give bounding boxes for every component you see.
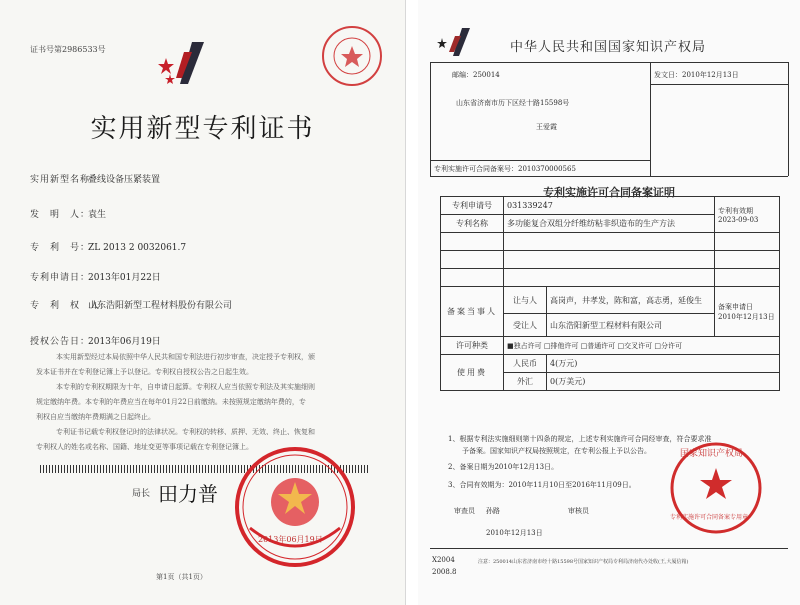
recipient-address: 山东省济南市历下区经十路15598号 [456, 99, 570, 107]
licensee-label: 受让人 [504, 314, 547, 337]
label-application-no: 专利申请号 [441, 197, 504, 215]
blank-cell [504, 233, 715, 251]
rmb-value: 4(万元) [547, 355, 780, 373]
field-label: 实用新型名称： [30, 175, 101, 185]
label-patent-name: 专利名称 [441, 215, 504, 233]
certificate-field-row [30, 334, 161, 347]
seal-text: 国家知识产权局 [680, 449, 744, 459]
reviewer-name: 孙路 [486, 507, 500, 515]
blank-cell [715, 233, 780, 251]
approver-label: 审核员 [568, 507, 589, 515]
body-text-line: 专利权人的姓名或名称、国籍、地址变更等事项记载在专利登记簿上。 [36, 443, 253, 451]
fx-value: 0(万美元) [547, 373, 780, 391]
director-label: 局长 [132, 489, 151, 499]
field-label: 专 利 号： [30, 243, 91, 253]
body-text-line: 本实用新型经过本局依照中华人民共和国专利法进行初步审查，决定授予专利权，颁 [56, 353, 315, 361]
field-label: 授权公告日： [30, 337, 91, 347]
field-value: ZL 2013 2 0032061.7 [88, 243, 187, 253]
field-value: 袁生 [88, 210, 107, 220]
certificate-field-row [30, 240, 186, 253]
body-text-line: 本专利的专利权期限为十年，自申请日起算。专利权人应当依照专利法及其实施细则 [56, 383, 315, 391]
value-application-no: 031339247 [504, 197, 715, 215]
field-value: 2013年06月19日 [88, 337, 161, 347]
cnipa-emblem-icon [158, 38, 218, 90]
field-label: 发 明 人： [30, 210, 91, 220]
director-signature: 田力普 [158, 482, 218, 506]
body-text-line: 发本证书并在专利登记簿上予以登记。专利权自授权公告之日起生效。 [36, 368, 253, 376]
blank-cell [441, 233, 504, 251]
page-footer: 第1页（共1页） [156, 573, 207, 581]
form-date: 2008.8 [432, 568, 457, 576]
postcode: 邮编：250014 [452, 71, 500, 79]
certificate-field-row [30, 270, 161, 283]
field-value: 叠线设备压紧装置 [88, 175, 161, 185]
recipient-name: 王爱霞 [536, 123, 557, 131]
top-seal [320, 24, 384, 88]
field-value: 2013年01月22日 [88, 273, 161, 283]
record-certificate-title: 专利实施许可合同备案证明 [543, 187, 675, 199]
field-value: 山东浩阳新型工程材料股份有限公司 [88, 301, 233, 311]
party-label: 备案当事人 [441, 287, 504, 337]
seal-date: 2013年06月19日 [258, 535, 323, 544]
form-number: X2004 [432, 556, 455, 564]
body-text-line: 利权自应当缴纳年费期满之日起终止。 [36, 413, 155, 421]
blank-cell [441, 269, 504, 287]
seal-subtext: 专利实施许可合同备案专用章 [670, 514, 749, 521]
note-line: 2、备案日期为2010年12月13日。 [448, 463, 559, 471]
license-type-options: ■独占许可 □排他许可 □普通许可 □交叉许可 □分许可 [504, 337, 780, 355]
note-line: 1、根据专利法实施细则第十四条的规定，上述专利实施许可合同经审查，符合要求准 [448, 435, 712, 443]
fx-label: 外汇 [504, 373, 547, 391]
licensor-value: 高岗声，井孝发，陈和富，高志勇，延俊生 [547, 287, 715, 314]
rmb-label: 人民币 [504, 355, 547, 373]
body-text-line: 规定缴纳年费。本专利的年费应当在每年01月22日前缴纳。未按照规定缴纳年费的，专 [36, 398, 306, 406]
note-line: 予备案。国家知识产权局按照规定，在专利公报上予以公告。 [462, 447, 651, 455]
patent-validity: 专利有效期 2023-09-03 [715, 197, 780, 233]
blank-cell [504, 269, 715, 287]
body-text-line: 专利证书记载专利权登记时的法律状况。专利权的转移、质押、无效、终止、恢复和 [56, 428, 315, 436]
blank-cell [441, 251, 504, 269]
certificate-field-row [30, 298, 232, 311]
licensee-value: 山东浩阳新型工程材料有限公司 [547, 314, 715, 337]
license-type-label: 许可种类 [441, 337, 504, 355]
blank-cell [715, 251, 780, 269]
filing-number: 专利实施许可合同备案号：2010370000565 [434, 165, 576, 173]
field-label: 专 利 权 人： [30, 301, 111, 311]
send-date: 发文日：2010年12月13日 [654, 71, 739, 79]
certificate-field-row [30, 172, 160, 185]
footer-note: 注意：250014山东省济南市经十路15598号国家知识产权局专利局济南代办处收(王,大厦信箱) [478, 559, 689, 565]
fee-label: 使用费 [441, 355, 504, 391]
blank-cell [504, 251, 715, 269]
cnipa-header-emblem-icon [436, 26, 482, 60]
issue-date: 2010年12月13日 [486, 529, 543, 537]
certificate-title: 实用新型专利证书 [90, 114, 315, 144]
certificate-number: 证书号第2986533号 [30, 45, 106, 54]
field-label: 专利申请日： [30, 273, 91, 283]
record-apply-date: 备案申请日 2010年12月13日 [715, 287, 780, 337]
licensor-label: 让与人 [504, 287, 547, 314]
official-seal [232, 444, 358, 570]
issuer-title: 中华人民共和国国家知识产权局 [510, 39, 707, 54]
license-record-certificate [418, 0, 800, 605]
reviewer-label: 审查员 [454, 507, 475, 515]
value-patent-name: 多功能复合双组分纤维纺粘非织造布的生产方法 [504, 215, 715, 233]
note-line: 3、合同有效期为：2010年11月10日至2016年11月09日。 [448, 481, 636, 489]
certificate-field-row [30, 207, 106, 220]
blank-cell [715, 269, 780, 287]
record-table [440, 196, 780, 391]
